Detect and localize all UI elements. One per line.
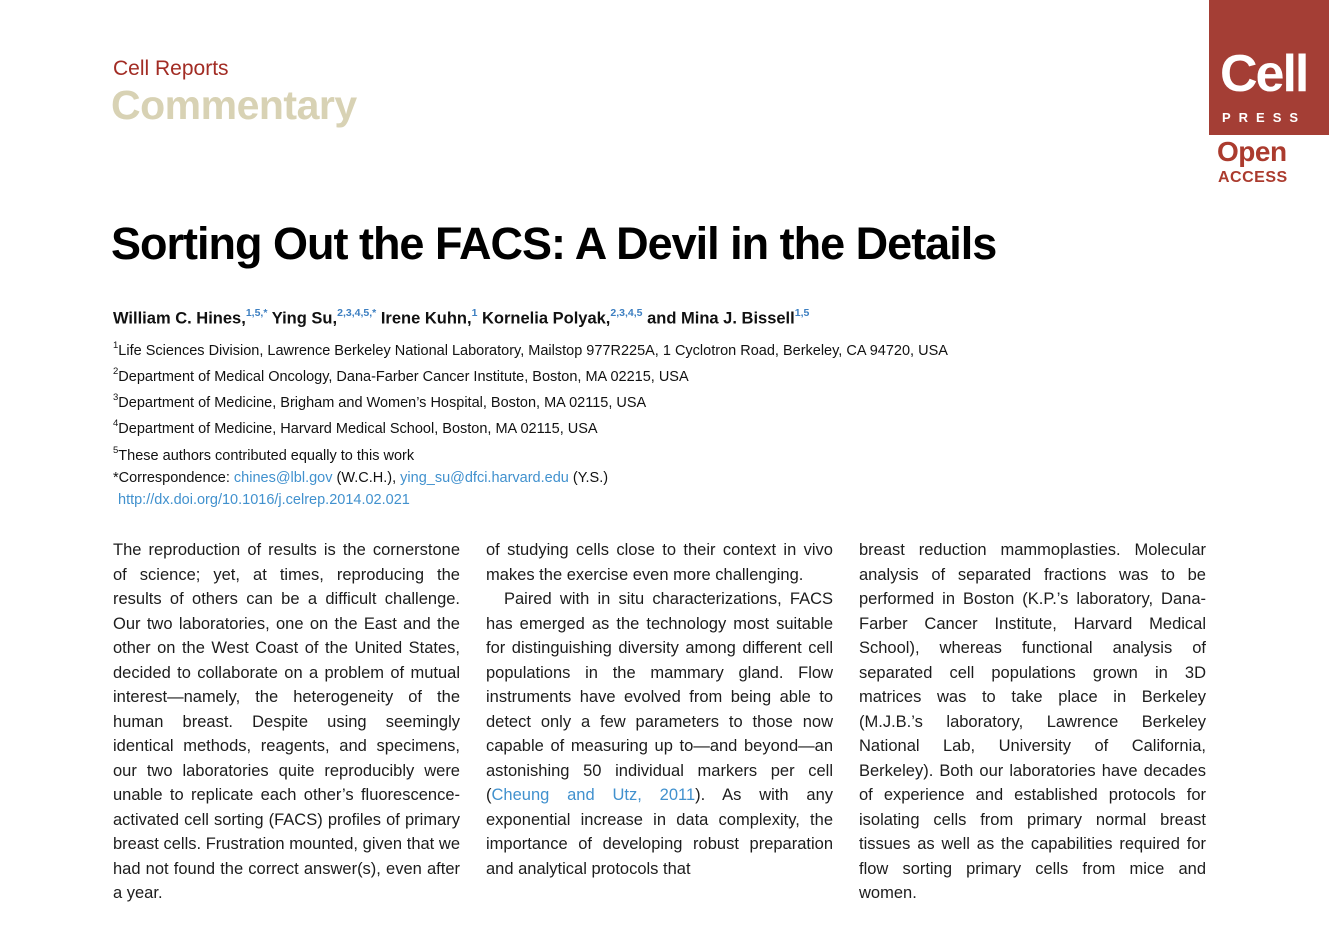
body-paragraph: breast reduction mammoplasties. Molecular analysis of separated fractions was to be performed in Boston (K.P.’s laboratory, Dana-Farber Cancer Institute, Harvard Medical School), whereas functional analysis of separated cell populations grown in 3D matrices was to take place in Berkeley (M.J.B.’s laboratory, Lawrence Berkeley National Lab, University of California, Berkeley). Both our laboratories have decades of experience and established protocols for isolating cells from primary normal breast tissues as well as the capabilities required for flow sorting primary cells from mice and women. (859, 541, 1206, 902)
article-body (113, 538, 1206, 906)
affiliation-number: 1 (113, 340, 119, 351)
doi-line (113, 489, 1213, 511)
affiliation-line (113, 388, 1213, 414)
affiliation-line (113, 414, 1213, 440)
author-affiliation-marks: 2,3,4,5 (610, 307, 643, 319)
paragraph-segment: ). As with any exponential increase in data complexity, the importance of developing robust preparation and analytical protocols that (486, 786, 833, 878)
journal-name: Cell Reports (113, 57, 229, 80)
paragraph-segment: Paired with in situ characterizations, FACS has emerged as the technology most suitable for distinguishing diversity among different cell populations in the mammary gland. Flow instruments have evolved from being able to detect only a few parameters to those now capable of measuring up to—and beyond—an astonishing 50 individual markers per cell ( (486, 590, 833, 804)
correspondence-label: *Correspondence: (113, 469, 234, 486)
affiliation-text: Department of Medicine, Brigham and Women’s Hospital, Boston, MA 02115, USA (118, 395, 647, 412)
affiliation-text: Life Sciences Division, Lawrence Berkeley National Laboratory, Mailstop 977R225A, 1 Cyclotron Road, Berkeley, CA 94720, USA (118, 342, 948, 359)
affiliation-line (113, 441, 1213, 467)
open-access-badge-line1: Open (1217, 136, 1287, 167)
correspondence-email-link-2[interactable]: ying_su@dfci.harvard.edu (400, 469, 569, 486)
affiliation-line (113, 336, 1213, 362)
text-column-2 (486, 538, 833, 906)
affiliation-line (113, 362, 1213, 388)
author-affiliation-marks: 1 (471, 307, 478, 319)
citation-link[interactable]: Cheung and Utz, 2011 (491, 786, 696, 804)
author-name: Irene Kuhn, (376, 309, 472, 328)
affiliation-number: 2 (113, 366, 119, 378)
cell-press-logo-wordmark: Cell (1220, 45, 1308, 103)
correspondence-initials-1: (W.C.H.), (332, 469, 401, 486)
body-paragraph (486, 587, 833, 881)
text-column-3 (859, 538, 1206, 906)
text-column-1 (113, 538, 460, 906)
open-access-badge-line2: ACCESS (1218, 169, 1288, 186)
author-affiliation-marks: 1,5 (794, 307, 810, 319)
cell-press-logo-subtitle: PRESS (1222, 110, 1307, 125)
author-name: and Mina J. Bissell (642, 309, 795, 328)
author-affiliation-marks: 2,3,4,5,* (337, 307, 377, 319)
affiliation-block (113, 336, 1213, 511)
body-paragraph: The reproduction of results is the cornerstone of science; yet, at times, reproducing the results of others can be a difficult challenge. Our two laboratories, one on the East and the other on the West Coast of the United States, decided to collaborate on a problem of mutual interest—namely, the heterogeneity of the human breast. Despite using seemingly identical methods, reagents, and specimens, our two laboratories quite reproducibly were unable to replicate each other’s fluorescence-activated cell sorting (FACS) profiles of primary breast cells. Frustration mounted, given that we had not found the correct answer(s), even after a year. (113, 541, 460, 902)
author-name: Kornelia Polyak, (477, 309, 611, 328)
affiliation-number: 5 (113, 444, 119, 456)
affiliation-text: Department of Medicine, Harvard Medical School, Boston, MA 02115, USA (118, 421, 598, 438)
author-name: William C. Hines, (113, 309, 246, 328)
affiliation-number: 4 (113, 418, 119, 430)
author-line (113, 308, 1213, 329)
affiliation-number: 3 (113, 392, 119, 404)
author-name: Ying Su, (267, 309, 338, 328)
paper-title: Sorting Out the FACS: A Devil in the Details (111, 218, 997, 269)
author-affiliation-marks: 1,5,* (245, 307, 268, 319)
cell-press-logo (1209, 0, 1329, 135)
article-type-banner: Commentary (111, 82, 357, 128)
correspondence-line (113, 467, 1213, 489)
affiliation-text: These authors contributed equally to this work (118, 447, 415, 464)
correspondence-email-link-1[interactable]: chines@lbl.gov (233, 469, 333, 486)
doi-link[interactable]: http://dx.doi.org/10.1016/j.celrep.2014.02.021 (118, 491, 410, 508)
affiliation-text: Department of Medical Oncology, Dana-Farber Cancer Institute, Boston, MA 02215, USA (118, 368, 689, 385)
body-paragraph: of studying cells close to their context in vivo makes the exercise even more challenging. (486, 541, 833, 584)
correspondence-initials-2: (Y.S.) (568, 469, 609, 486)
